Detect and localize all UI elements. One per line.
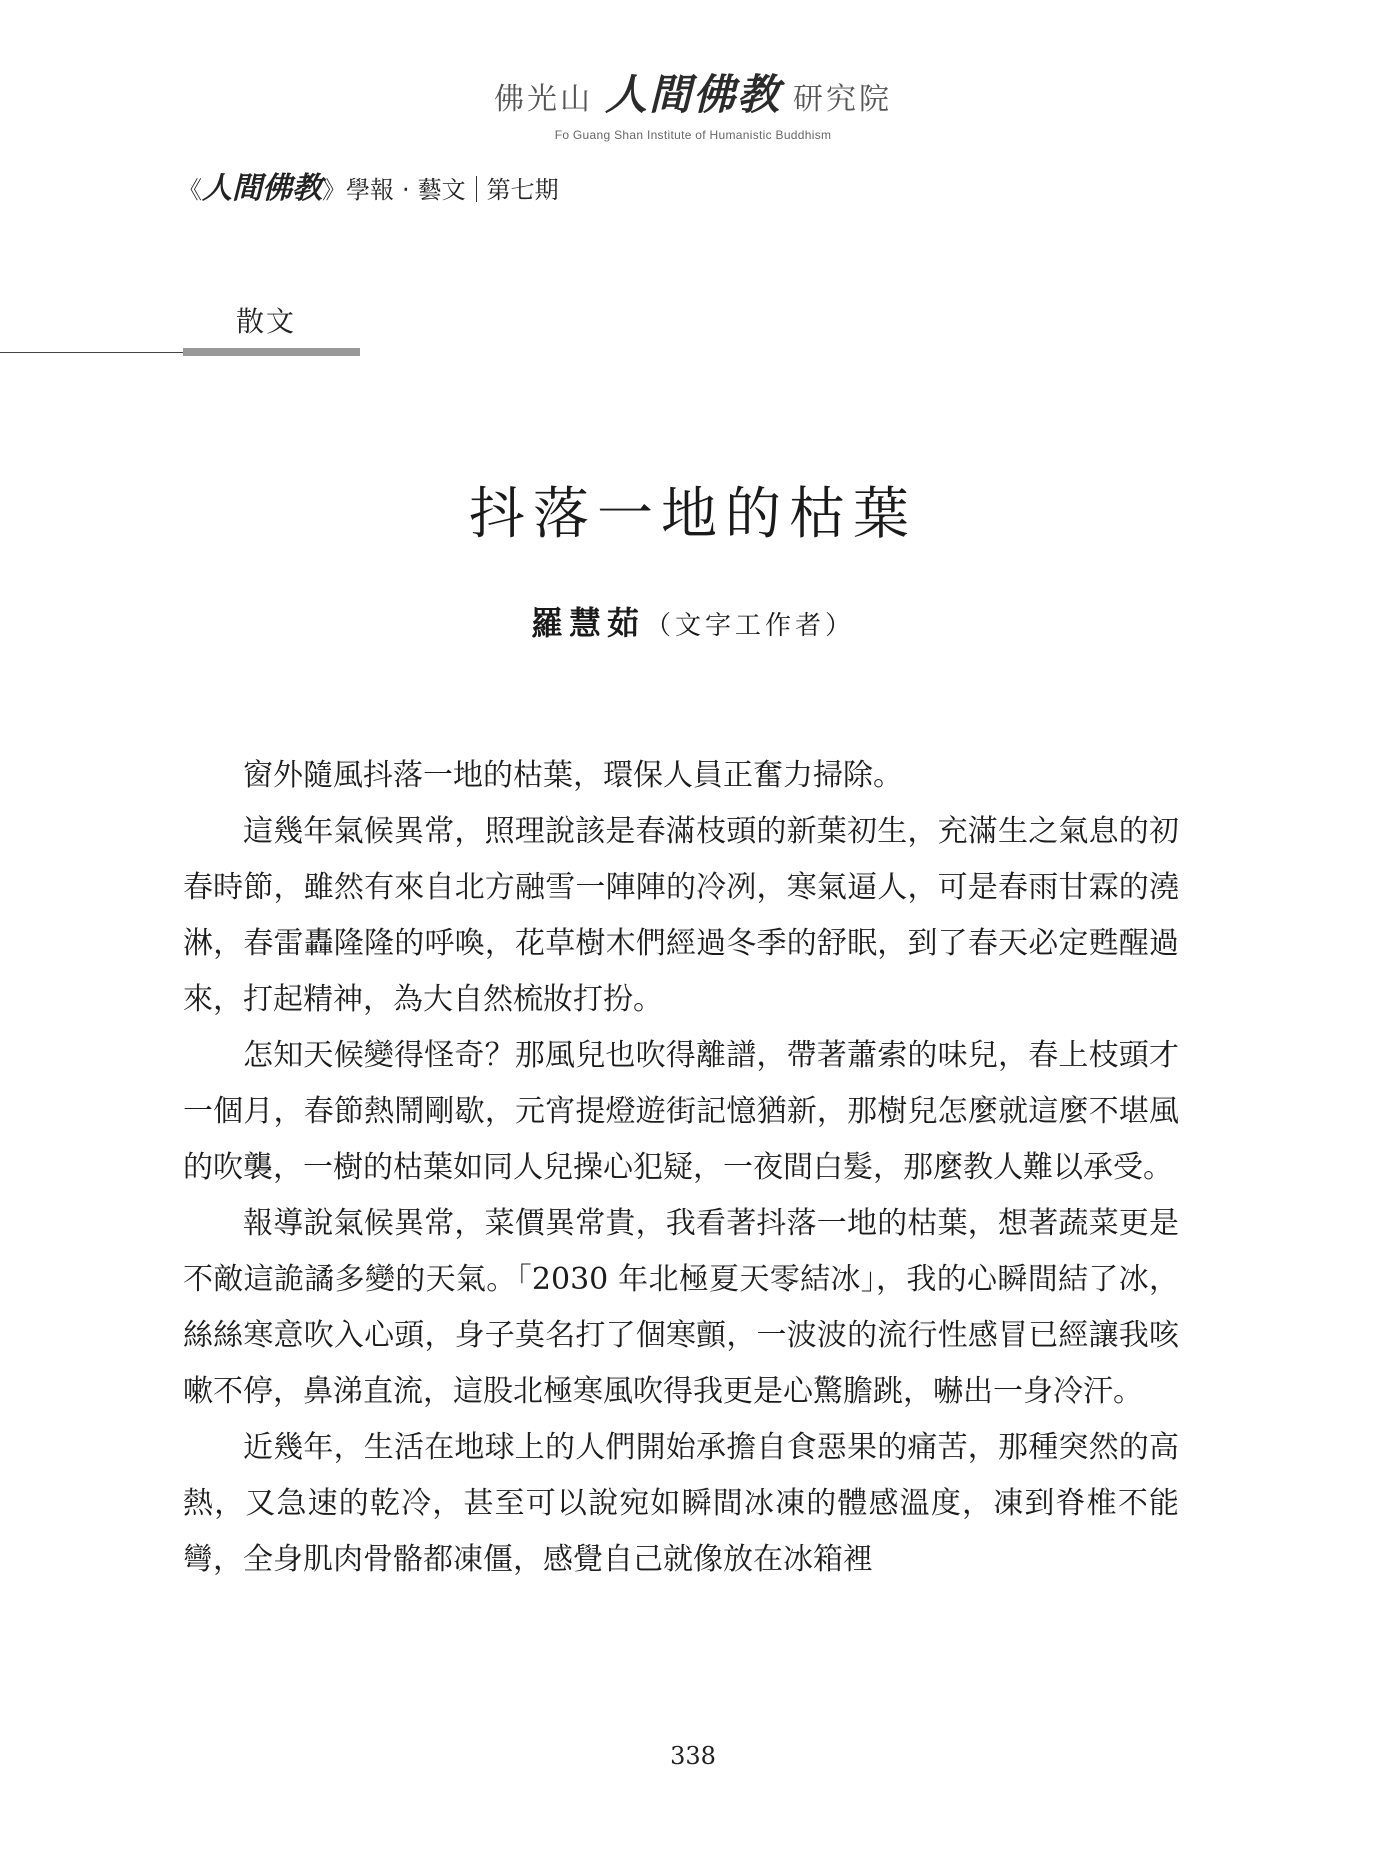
logo-main: 人間佛教 [604,70,781,119]
paragraph: 這幾年氣候異常，照理說該是春滿枝頭的新葉初生，充滿生之氣息的初春時節，雖然有來自北方融雪一陣陣的冷冽，寒氣逼人，可是春雨甘霖的澆淋，春雷轟隆隆的呼喚，花草樹木們經過冬季的舒眠，到了春天必定甦醒過來，打起精神，為大自然梳妝打扮。 [183,814,1179,1017]
logo-subtitle: Fo Guang Shan Institute of Humanistic Buddhism [554,128,832,142]
journal-section: 藝文 [417,176,466,204]
author-line [0,598,1386,644]
journal-name: 人間佛教 [202,171,322,206]
journal-close-bracket: 》 [322,176,346,204]
journal-dot: ‧ [402,176,410,204]
paragraph: 怎知天候變得怪奇？那風兒也吹得離譜，帶著蕭索的味兒，春上枝頭才一個月，春節熱鬧剛歇，元宵提燈遊街記憶猶新，那樹兒怎麼就這麼不堪風的吹襲，一樹的枯葉如同人兒操心犯疑，一夜間白髮，那麼教人難以承受。 [183,1038,1179,1185]
paragraph: 窗外隨風抖落一地的枯葉，環保人員正奮力掃除。 [243,758,903,793]
journal-divider [476,176,477,202]
journal-running-head [178,163,559,207]
author-role: （文字工作者） [645,611,856,641]
paragraph: 近幾年，生活在地球上的人們開始承擔自食惡果的痛苦，那種突然的高熱，又急速的乾冷，甚至可以說宛如瞬間冰凍的體感溫度，凍到脊椎不能彎，全身肌肉骨骼都凍僵，感覺自己就像放在冰箱裡 [183,1430,1179,1577]
section-rule-accent [183,348,360,356]
author-name: 羅慧茹 [530,604,645,642]
journal-label: 學報 [346,176,394,204]
paragraph: 報導說氣候異常，菜價異常貴，我看著抖落一地的枯葉，想著蔬菜更是不敵這詭譎多變的天氣。「2030 年北極夏天零結冰」，我的心瞬間結了冰，絲絲寒意吹入心頭，身子莫名打了個寒顫，一波波的流行性感冒已經讓我咳嗽不停，鼻涕直流，這股北極寒風吹得我更是心驚膽跳，嚇出一身冷汗。 [183,1206,1179,1409]
logo-prefix: 佛光山 [493,82,593,117]
logo-suffix: 研究院 [793,82,892,117]
article-title: 抖落一地的枯葉 [469,482,917,547]
section-label: 散文 [236,305,297,338]
journal-open-bracket: 《 [178,176,202,204]
page-number: 338 [670,1742,716,1770]
journal-issue: 第七期 [486,176,559,204]
institute-logo [0,62,1386,142]
article-body [183,748,1179,1588]
